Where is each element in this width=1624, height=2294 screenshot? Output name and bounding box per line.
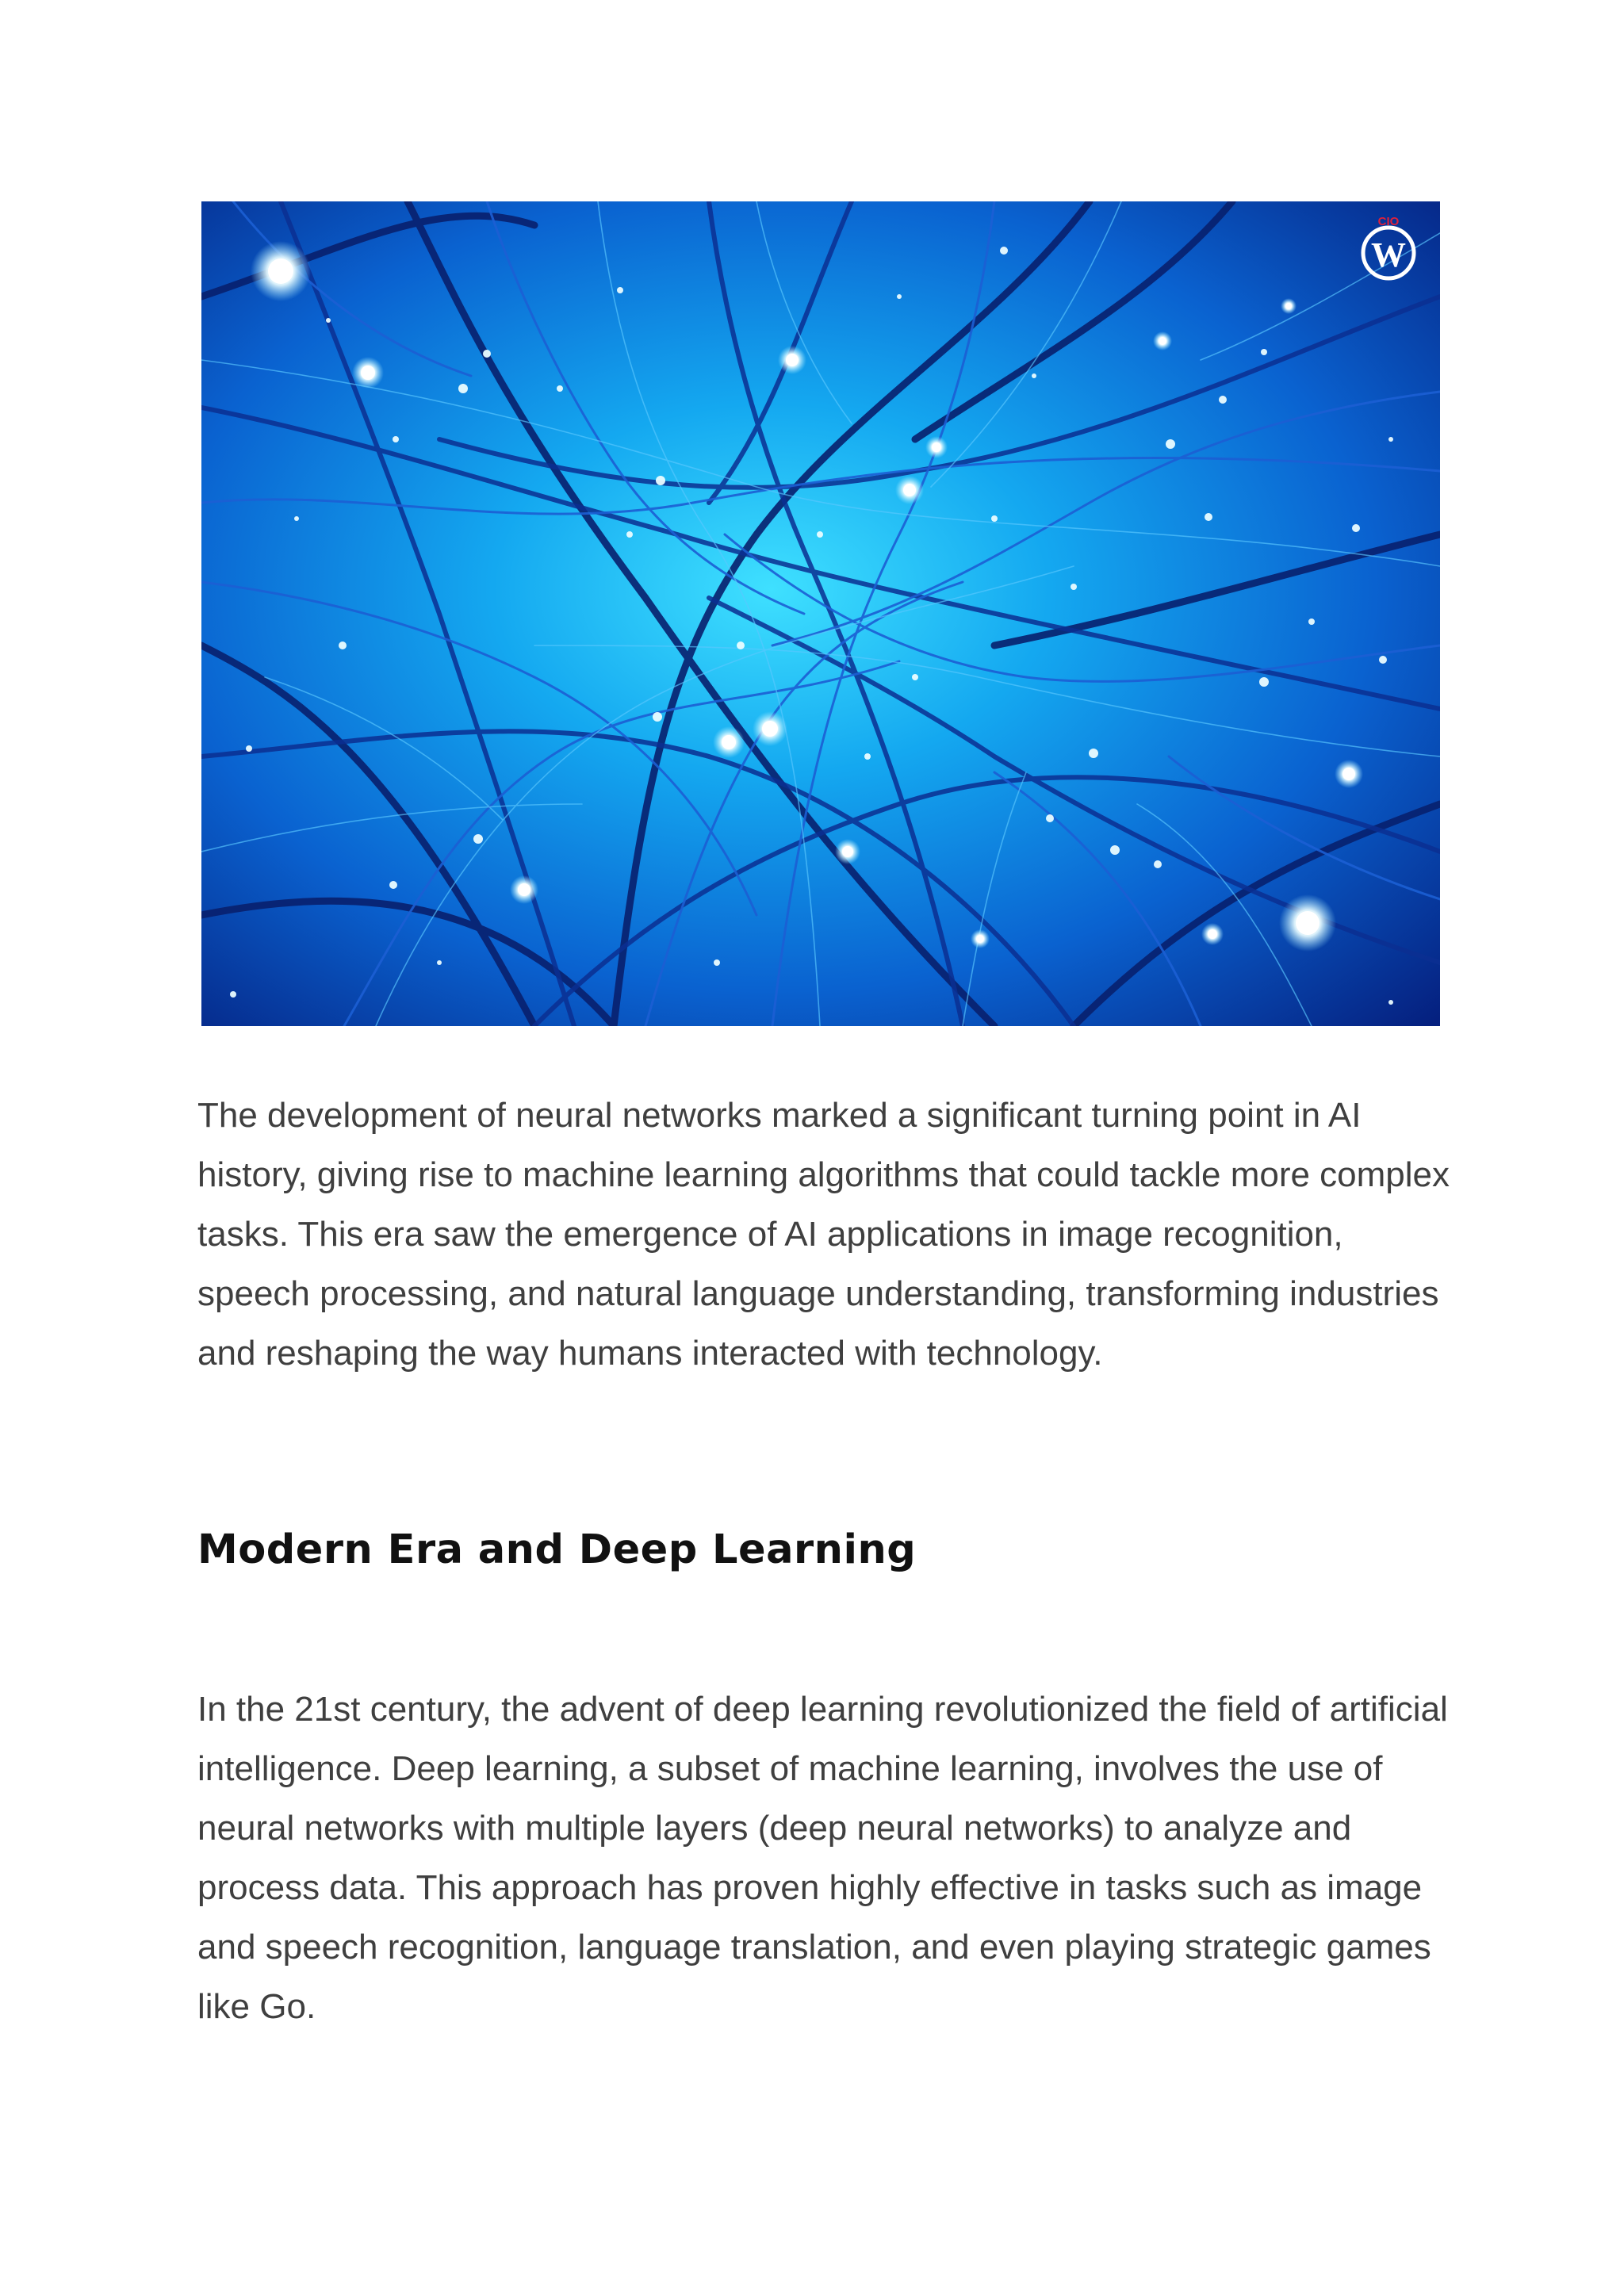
logo-top-text: CIO [1377,215,1400,228]
neural-network-illustration [201,201,1440,1026]
section-heading: Modern Era and Deep Learning [197,1526,917,1573]
neural-network-image [201,201,1440,1026]
logo-letter: W [1371,236,1406,274]
paragraph-deep-learning: In the 21st century, the advent of deep learning revolutionized the field of artificial intelligence. Deep learning, a subset of machine learning, involves the use of neural networks with multiple layers (deep neural networks) to analyze and process data. This approach has proven highly effective in tasks such as image and speech recognition, language translation, and even playing strategic games like Go. [197,1690,1448,2026]
paragraph-neural-networks: The development of neural networks marked a significant turning point in AI history, giving rise to machine learning algorithms that could tackle more complex tasks. This era saw the emergence of AI applications in image recognition, speech processing, and natural language understanding, transforming industries and reshaping the way humans interacted with technology. [197,1096,1450,1373]
